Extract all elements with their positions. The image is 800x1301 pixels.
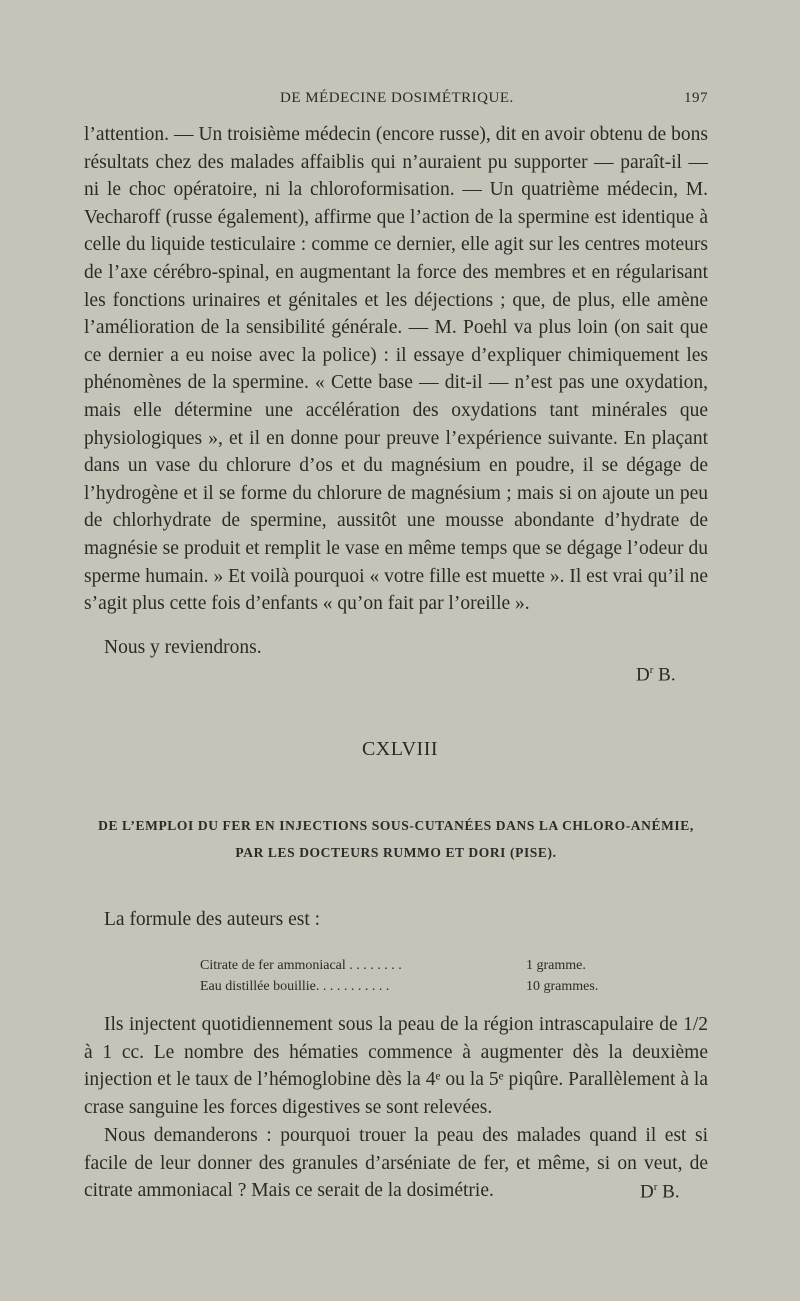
formula-intro: La formule des auteurs est :: [104, 909, 321, 930]
body-paragraph-4: Nous demanderons : pourquoi trouer la peau des malades quand il est si facile de leur donner des granules d’arséniate de fer, et même, si on veut, de citrate ammoniacal ? Mais ce serait de la dosimétrie.: [84, 1125, 708, 1202]
formula-quantity: 1 gramme.: [526, 958, 586, 973]
body-paragraph-2: Nous y reviendrons.: [104, 637, 262, 658]
signature-1: $D^r$ B.: [636, 664, 676, 686]
formula-row: [200, 979, 620, 999]
article-title-line-1: DE L’EMPLOI DU FER EN INJECTIONS SOUS-CUTANÉES DANS LA CHLORO-ANÉMIE,: [98, 818, 694, 833]
body-paragraph-1: l’attention. — Un troisième médecin (encore russe), dit en avoir obtenu de bons résultats chez des malades affaiblis qui n’auraient pu supporter — paraît-il — ni le choc opératoire, ni la chloroformisation. — Un quatrième médecin, M. Vecharoff (russe également), affirme que l’action de la spermine est identique à celle du liquide testiculaire : comme ce dernier, elle agit sur les centres moteurs de l’axe cérébro-spinal, en augmentant la force des membres et en régularisant les fonctions urinaires et génitales et les déjections ; que, de plus, elle amène l’amélioration de la sensibilité générale. — M. Poehl va plus loin (on sait que ce dernier a eu noise avec la police) : il essaye d’expliquer chimiquement les phénomènes de la spermine. « Cette base — dit-il — n’est pas une oxydation, mais elle détermine une accélération des oxydations tant minérales que physiologiques », et il en donne pour preuve l’expérience suivante. En plaçant dans un vase du chlorure d’os et du magnésium en poudre, il se dégage de l’hydrogène et il se forme du chlorure de magnésium ; mais si on ajoute un peu de chlorhydrate de spermine, aussitôt une mousse abondante d’hydrate de magnésie se produit et remplit le vase en même temps que se dégage l’odeur du sperme humain. » Et voilà pourquoi « votre fille est muette ». Il est vrai qu’il ne s’agit plus cette fois d’enfants « qu’on fait par l’oreille ».: [84, 124, 708, 615]
body-paragraph-3: Ils injectent quotidiennement sous la peau de la région intrascapulaire de 1/2 à 1 cc. Le nombre des hématies commence à augmenter dès la deuxième injection et le taux de l’hémoglobine dès la 4ᵉ ou la 5ᵉ piqûre. Parallèlement à la crase sanguine les forces digestives se sont relevées.: [84, 1014, 708, 1118]
formula-row: [200, 958, 620, 978]
chapter-number: CXLVIII: [361, 738, 439, 760]
page-number: 197: [684, 90, 708, 106]
signature-2: $D^r$ B.: [640, 1181, 680, 1203]
article-title-line-2: PAR LES DOCTEURS RUMMO ET DORI (PISE).: [235, 845, 557, 860]
formula-ingredient: Eau distillée bouillie. . . . . . . . . . .: [200, 979, 390, 994]
formula-ingredient: Citrate de fer ammoniacal . . . . . . . .: [200, 958, 402, 973]
running-title: DE MÉDECINE DOSIMÉTRIQUE.: [280, 90, 514, 106]
running-header: [80, 90, 708, 112]
formula-quantity: 10 grammes.: [526, 979, 599, 994]
